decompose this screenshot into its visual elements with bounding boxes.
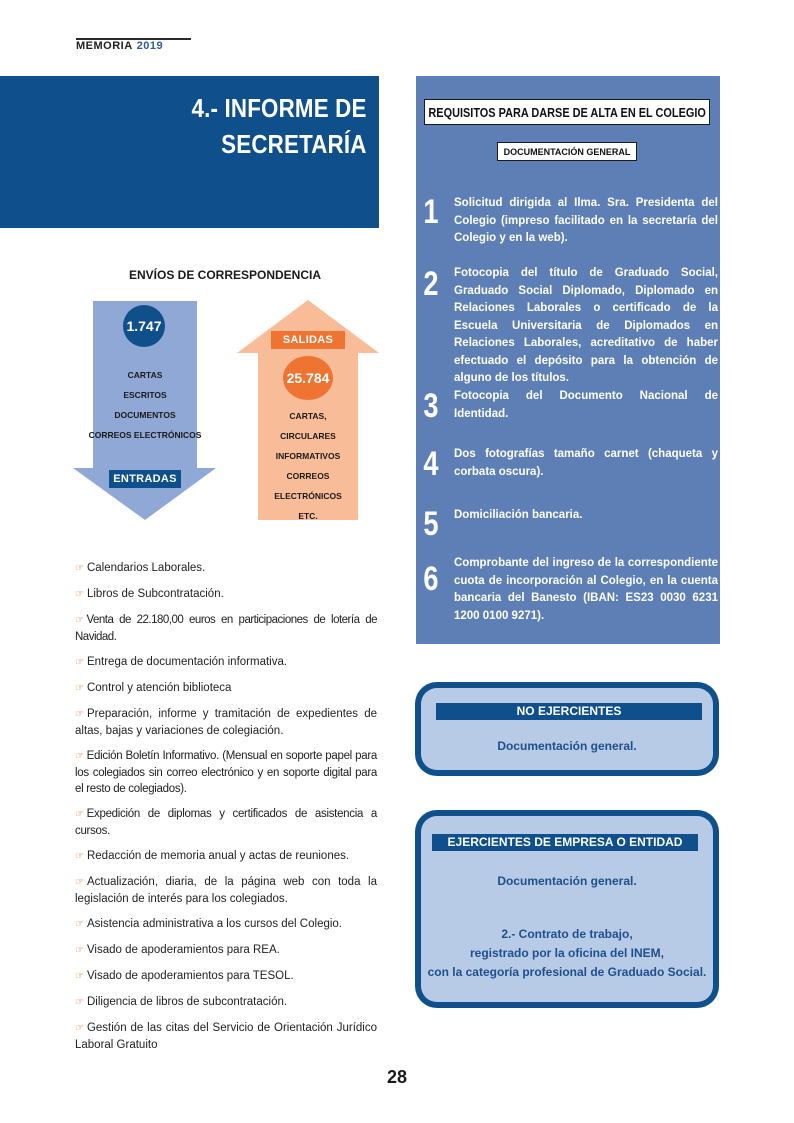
task-item: ☞ Expedición de diplomas y certificados de asistencia a cursos.: [75, 808, 377, 837]
outgoing-item: CARTAS,: [289, 411, 327, 421]
hand-pointer-icon: ☞: [75, 877, 84, 888]
hand-pointer-icon: ☞: [75, 657, 84, 668]
outgoing-label: SALIDAS: [271, 331, 345, 349]
hand-pointer-icon: ☞: [75, 589, 84, 600]
hand-pointer-icon: ☞: [75, 751, 84, 762]
task-item: ☞ Redacción de memoria anual y actas de reuniones.: [75, 850, 350, 862]
requirement-number: 3: [423, 387, 439, 425]
incoming-item: CARTAS: [127, 370, 163, 380]
hand-pointer-icon: ☞: [75, 809, 84, 820]
requirement-number: 1: [423, 193, 439, 231]
task-item: ☞ Control y atención biblioteca: [75, 682, 232, 694]
contract-line: con la categoría profesional de Graduado Social.: [427, 965, 707, 979]
hand-pointer-icon: ☞: [75, 563, 84, 574]
hand-pointer-icon: ☞: [75, 1023, 84, 1034]
task-item: ☞ Preparación, informe y tramitación de expedientes de altas, bajas y variaciones de colegiación.: [75, 708, 377, 737]
task-item: ☞ Edición Boletín Informativo. (Mensual en soporte papel para los colegiados sin correo electrónico y en soporte digital para el resto de colegiados).: [75, 750, 377, 795]
hand-pointer-icon: ☞: [75, 615, 84, 626]
incoming-count: 1.747: [126, 318, 162, 334]
requirement-text: Fotocopia del Documento Nacional de Identidad.: [454, 390, 718, 420]
requirements-subtitle: DOCUMENTACIÓN GENERAL: [497, 142, 637, 161]
ejercientes-text: Documentación general.: [497, 874, 637, 888]
task-item: ☞ Gestión de las citas del Servicio de Orientación Jurídico Laboral Gratuito: [75, 1022, 377, 1051]
hand-pointer-icon: ☞: [75, 851, 84, 862]
outgoing-item: CORREOS ELECTRÓNICOS: [274, 471, 342, 501]
incoming-item: ESCRITOS: [123, 390, 167, 400]
no-ejercientes-inner: [421, 688, 713, 770]
task-item: ☞ Actualización, diaria, de la página web con toda la legislación de interés para los colegiados.: [75, 876, 377, 905]
section-title: [192, 90, 367, 162]
incoming-item: CORREOS ELECTRÓNICOS: [88, 430, 202, 440]
incoming-item: DOCUMENTOS: [114, 410, 176, 420]
hand-pointer-icon: ☞: [75, 997, 84, 1008]
contract-line: 2.- Contrato de trabajo,: [501, 927, 633, 941]
no-ejercientes-box: [415, 682, 719, 776]
running-header: [76, 40, 163, 52]
ejercientes-contract: [421, 925, 713, 982]
outgoing-item: CIRCULARES: [280, 431, 336, 441]
no-ejercientes-text: Documentación general.: [497, 739, 637, 753]
task-item: ☞ Visado de apoderamientos para REA.: [75, 944, 280, 956]
task-item: ☞ Entrega de documentación informativa.: [75, 656, 288, 668]
section-title-line1: 4.- INFORME DE: [191, 93, 367, 123]
outgoing-item: INFORMATIVOS: [275, 451, 341, 461]
requirement-text: Dos fotografías tamaño carnet (chaqueta y corbata oscura).: [454, 448, 718, 478]
requirement-number: 2: [423, 265, 439, 303]
contract-line: registrado por la oficina del INEM,: [469, 946, 665, 960]
incoming-count-badge: [123, 305, 165, 347]
hand-pointer-icon: ☞: [75, 919, 84, 930]
ejercientes-box: [415, 810, 719, 1008]
task-item: ☞ Visado de apoderamientos para TESOL.: [75, 970, 294, 982]
requirement-text: Solicitud dirigida al Ilma. Sra. Presidenta del Colegio (impreso facilitado en la secretaría del Colegio y en la web).: [454, 197, 718, 244]
section-title-line2: SECRETARÍA: [221, 129, 367, 159]
incoming-items: [88, 365, 202, 445]
task-list: [75, 560, 377, 1062]
requirement-number: 4: [423, 445, 439, 483]
ejercientes-title: EJERCIENTES DE EMPRESA O ENTIDAD: [432, 834, 698, 851]
hand-pointer-icon: ☞: [75, 709, 84, 720]
incoming-label: ENTRADAS: [109, 470, 181, 488]
task-item: ☞ Diligencia de libros de subcontratación.: [75, 996, 288, 1008]
hand-pointer-icon: ☞: [75, 971, 84, 982]
task-item: ☞ Libros de Subcontratación.: [75, 588, 224, 600]
hand-pointer-icon: ☞: [75, 945, 84, 956]
page-number: 28: [386, 1067, 408, 1087]
header-label: MEMORIA: [76, 40, 133, 52]
requirement-text: Comprobante del ingreso de la correspondiente cuota de incorporación al Colegio, en la cuenta bancaria del Banesto (IBAN: ES23 0030 6231 1200 0100 9271).: [454, 557, 718, 622]
outgoing-items: [252, 406, 364, 526]
task-item: ☞ Venta de 22.180,00 euros en participaciones de lotería de Navidad.: [75, 614, 377, 643]
outgoing-count-badge: [283, 356, 333, 400]
task-item: ☞ Asistencia administrativa a los cursos del Colegio.: [75, 918, 343, 930]
requirement-number: 5: [423, 505, 439, 543]
requirement-number: 6: [423, 560, 439, 598]
requirement-text: Domiciliación bancaria.: [454, 509, 583, 521]
outgoing-count: 25.784: [286, 370, 330, 386]
requirement-text: Fotocopia del título de Graduado Social, Graduado Social Diplomado, Diplomado en Relaciones Laborales o certificado de la Escuela Universitaria de Diplomados en Relaciones Laborales, acreditativo de haber efectuado el depósito para la obtención de alguno de los títulos.: [454, 267, 718, 384]
header-year: 2019: [136, 40, 164, 52]
hand-pointer-icon: ☞: [75, 683, 84, 694]
task-item: ☞ Calendarios Laborales.: [75, 562, 206, 574]
outgoing-item: ETC.: [298, 511, 318, 521]
section-title-block: [0, 76, 379, 228]
ejercientes-inner: [421, 816, 713, 1002]
correspondence-heading: ENVÍOS DE CORRESPONDENCIA: [128, 268, 322, 282]
no-ejercientes-title: NO EJERCIENTES: [436, 703, 702, 720]
requirements-title: REQUISITOS PARA DARSE DE ALTA EN EL COLEGIO: [424, 99, 710, 125]
